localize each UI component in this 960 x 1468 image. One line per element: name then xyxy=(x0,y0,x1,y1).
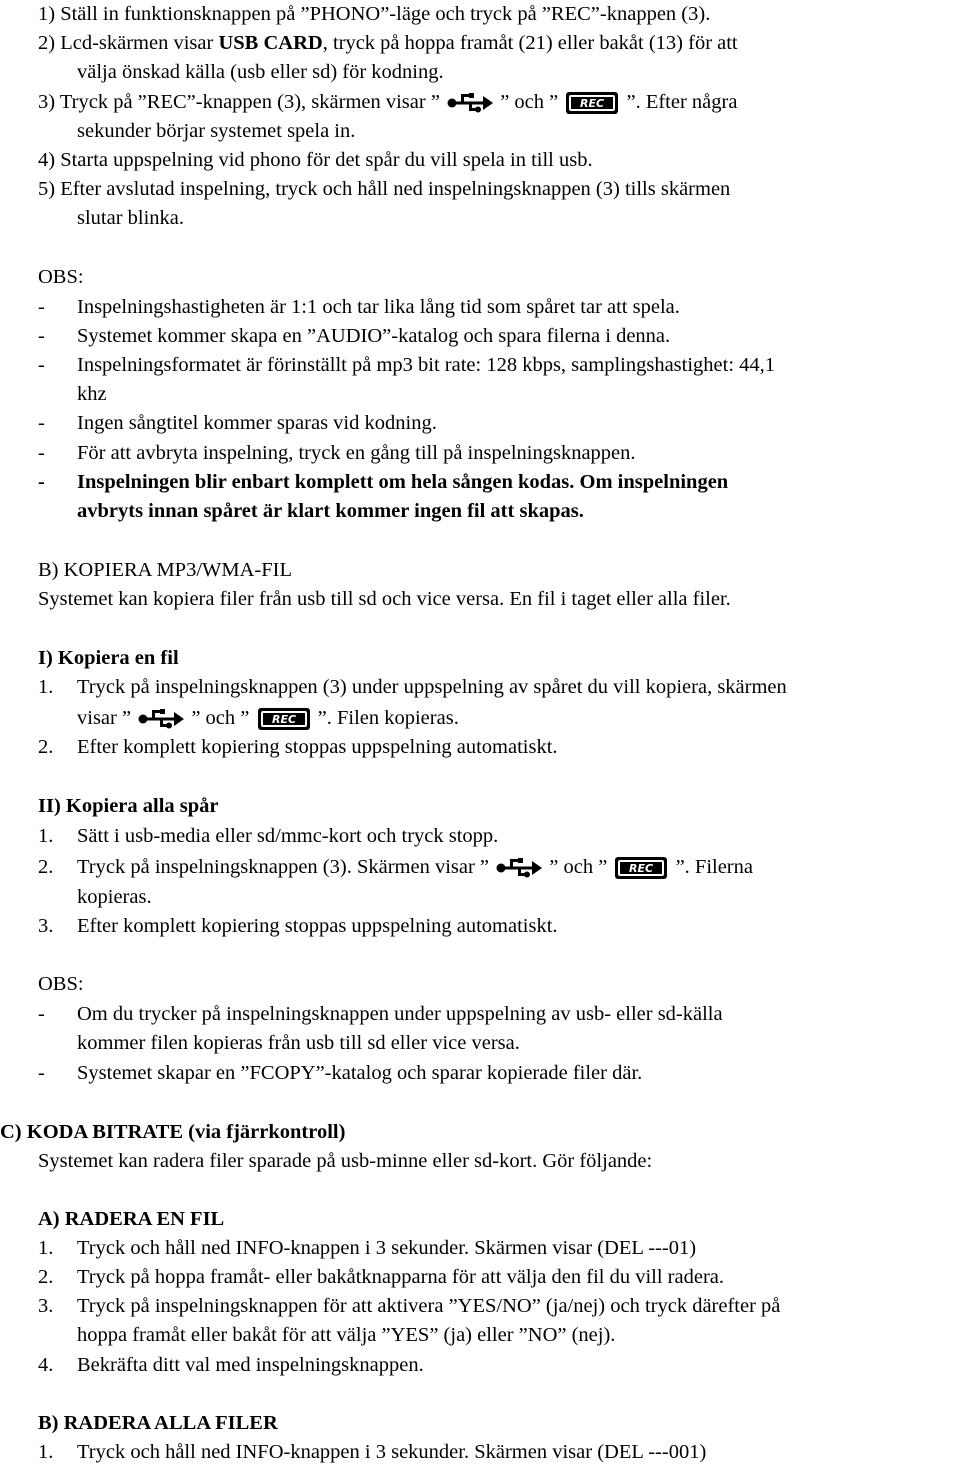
step-text: Efter komplett kopiering stoppas uppspelning automatiskt. xyxy=(77,736,558,758)
step-text: Lcd-skärmen visar xyxy=(60,32,219,54)
bullet-dash: - xyxy=(38,296,45,318)
step-text: Tryck på inspelningsknappen (3) under uppspelning av spåret du vill kopiera, skärmen xyxy=(77,676,787,698)
step-text: Ställ in funktionsknappen på ”PHONO”-läge och tryck på ”REC”-knappen (3). xyxy=(60,3,711,25)
step-text-continued: kopieras. xyxy=(77,886,152,908)
step-2 xyxy=(38,29,738,59)
bullet-dash: - xyxy=(38,1003,45,1025)
obs-item: Inspelningshastigheten är 1:1 och tar lika lång tid som spåret tar att spela. xyxy=(77,296,680,318)
svg-text:REC: REC xyxy=(580,97,605,111)
bullet-dash: - xyxy=(38,471,45,493)
step-text-with-icons xyxy=(77,853,753,883)
step-text: , tryck på hoppa framåt (21) eller bakåt (13) för att xyxy=(322,32,738,54)
step-4 xyxy=(38,146,593,176)
step-number: 1. xyxy=(38,1237,54,1259)
step-number: 5) xyxy=(38,178,56,200)
subsection-heading: II) Kopiera alla spår xyxy=(38,795,219,817)
step-number: 3) xyxy=(38,91,56,113)
step-number: 2. xyxy=(38,736,54,758)
step-number: 3. xyxy=(38,915,54,937)
section-heading: B) KOPIERA MP3/WMA-FIL xyxy=(38,559,292,581)
obs-item-continued: khz xyxy=(77,383,107,405)
step-number: 1. xyxy=(38,825,54,847)
obs-heading: OBS: xyxy=(38,266,84,288)
step-number: 2) xyxy=(38,32,56,54)
step-number: 3. xyxy=(38,1295,54,1317)
step-text: Tryck och håll ned INFO-knappen i 3 sekunder. Skärmen visar (DEL ---01) xyxy=(77,1237,697,1259)
step-number: 1. xyxy=(38,1441,54,1463)
obs-item-bold-continued: avbryts innan spåret är klart kommer ingen fil att skapas. xyxy=(77,500,584,522)
obs-item: För att avbryta inspelning, tryck en gång till på inspelningsknappen. xyxy=(77,442,636,464)
bullet-dash: - xyxy=(38,412,45,434)
usb-icon xyxy=(447,92,493,114)
step-text: ”. Efter några xyxy=(626,91,738,113)
subsection-heading: B) RADERA ALLA FILER xyxy=(38,1412,278,1434)
obs-item: Om du trycker på inspelningsknappen under uppspelning av usb- eller sd-källa xyxy=(77,1003,723,1025)
subsection-heading: A) RADERA EN FIL xyxy=(38,1208,225,1230)
step-text: ”. Filerna xyxy=(675,856,753,878)
step-text: ” och ” xyxy=(191,707,250,729)
step-text: Bekräfta ditt val med inspelningsknappen. xyxy=(77,1354,424,1376)
rec-icon xyxy=(614,856,668,880)
step-text: Efter avslutad inspelning, tryck och håll ned inspelningsknappen (3) tills skärmen xyxy=(60,178,731,200)
step-text: visar ” xyxy=(77,707,132,729)
svg-text:REC: REC xyxy=(271,713,296,727)
step-text-continued: sekunder börjar systemet spela in. xyxy=(77,120,356,142)
step-number: 4) xyxy=(38,149,56,171)
step-text-continued: hoppa framåt eller bakåt för att välja ”YES” (ja) eller ”NO” (nej). xyxy=(77,1324,616,1346)
usb-icon xyxy=(138,708,184,730)
bullet-dash: - xyxy=(38,1062,45,1084)
step-text: ” och ” xyxy=(500,91,559,113)
step-text: Starta uppspelning vid phono för det spår du vill spela in till usb. xyxy=(60,149,593,171)
step-number: 1) xyxy=(38,3,56,25)
step-number: 2. xyxy=(38,856,54,878)
obs-item: Inspelningsformatet är förinställt på mp3 bit rate: 128 kbps, samplingshastighet: 44,1 xyxy=(77,354,776,376)
svg-text:REC: REC xyxy=(629,862,654,876)
section-heading: C) KODA BITRATE (via fjärrkontroll) xyxy=(0,1121,346,1143)
rec-icon xyxy=(565,91,619,115)
subsection-heading: I) Kopiera en fil xyxy=(38,647,179,669)
obs-heading: OBS: xyxy=(38,973,84,995)
bullet-dash: - xyxy=(38,325,45,347)
step-text-continued: välja önskad källa (usb eller sd) för kodning. xyxy=(77,61,444,83)
step-number: 1. xyxy=(38,676,54,698)
step-text: Sätt i usb-media eller sd/mmc-kort och tryck stopp. xyxy=(77,825,499,847)
step-3 xyxy=(38,88,737,118)
step-number: 2. xyxy=(38,1266,54,1288)
step-text: Tryck och håll ned INFO-knappen i 3 sekunder. Skärmen visar (DEL ---001) xyxy=(77,1441,707,1463)
step-text: Tryck på ”REC”-knappen (3), skärmen visar ” xyxy=(59,91,440,113)
step-text-with-icons xyxy=(77,704,459,734)
step-text-continued: slutar blinka. xyxy=(77,207,185,229)
bullet-dash: - xyxy=(38,354,45,376)
step-1 xyxy=(38,0,710,30)
step-number: 4. xyxy=(38,1354,54,1376)
obs-item: Ingen sångtitel kommer sparas vid kodning. xyxy=(77,412,437,434)
obs-item: Systemet skapar en ”FCOPY”-katalog och sparar kopierade filer där. xyxy=(77,1062,643,1084)
obs-item: Systemet kommer skapa en ”AUDIO”-katalog och spara filerna i denna. xyxy=(77,325,671,347)
step-5 xyxy=(38,175,730,205)
step-text: Efter komplett kopiering stoppas uppspelning automatiskt. xyxy=(77,915,558,937)
bullet-dash: - xyxy=(38,442,45,464)
step-text: Tryck på hoppa framåt- eller bakåtknapparna för att välja den fil du vill radera. xyxy=(77,1266,725,1288)
step-text: ”. Filen kopieras. xyxy=(317,707,459,729)
obs-item-bold: Inspelningen blir enbart komplett om hela sången kodas. Om inspelningen xyxy=(77,471,729,493)
display-text: USB CARD xyxy=(218,32,323,54)
section-intro: Systemet kan radera filer sparade på usb-minne eller sd-kort. Gör följande: xyxy=(38,1150,653,1172)
rec-icon xyxy=(257,707,311,731)
step-text: Tryck på inspelningsknappen (3). Skärmen visar ” xyxy=(77,856,490,878)
usb-icon xyxy=(496,857,542,879)
section-intro: Systemet kan kopiera filer från usb till sd och vice versa. En fil i taget eller alla filer. xyxy=(38,588,731,610)
step-text: Tryck på inspelningsknappen för att aktivera ”YES/NO” (ja/nej) och tryck därefter på xyxy=(77,1295,781,1317)
obs-item-continued: kommer filen kopieras från usb till sd eller vice versa. xyxy=(77,1032,520,1054)
step-text: ” och ” xyxy=(549,856,608,878)
